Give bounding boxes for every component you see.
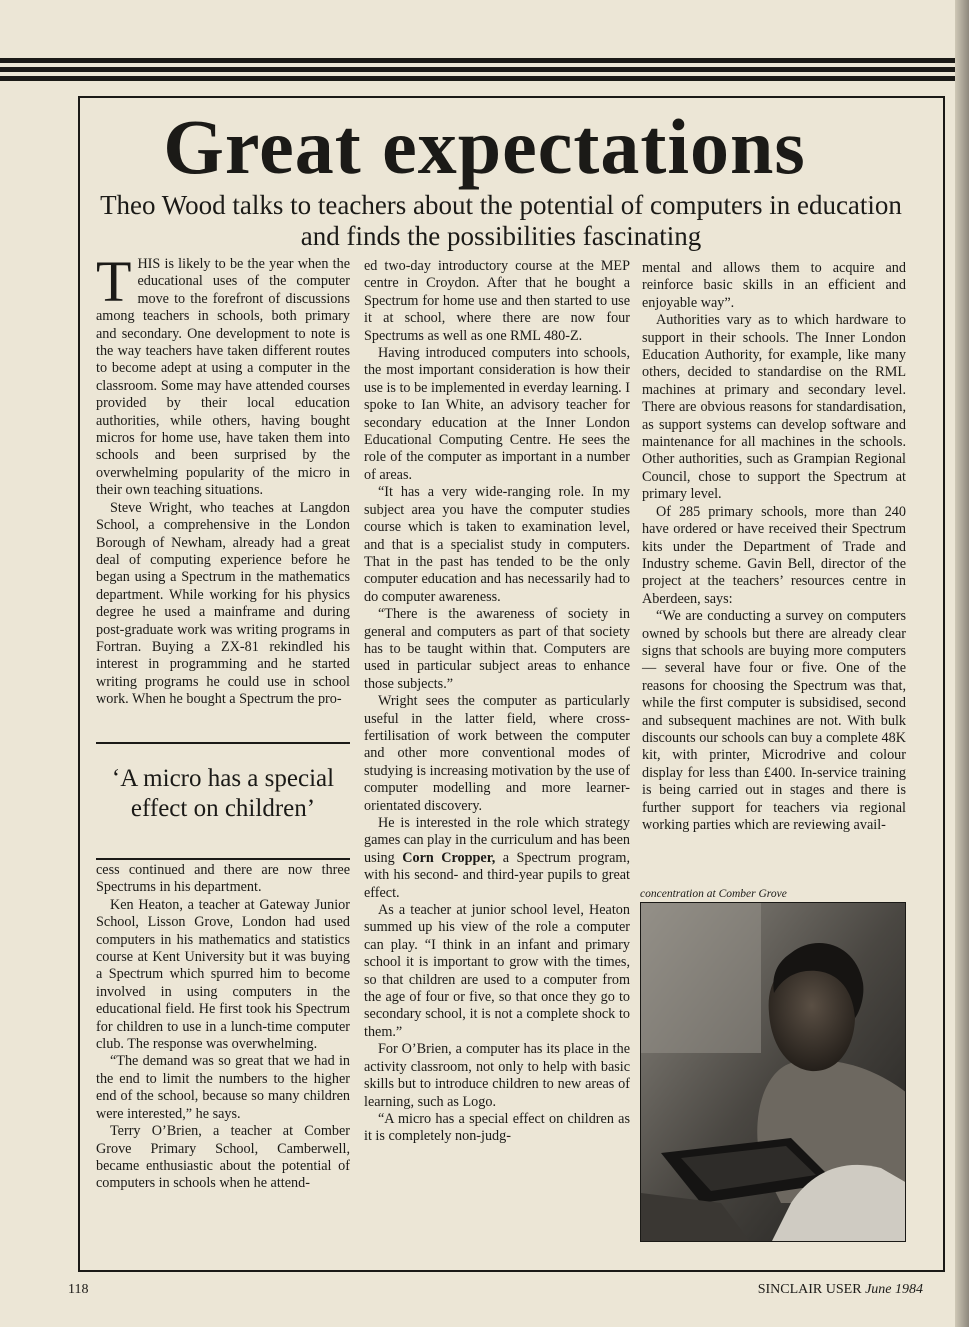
column-1-bottom xyxy=(96,862,350,1193)
column-2 xyxy=(364,258,630,1146)
paragraph: “We are conducting a survey on computers owned by schools but there are already clear signs that schools are buying more computers — several have four or five. One of the reasons for choosing the Spectrum was that, while the first computer is subsidised, second and subsequent machines are not. With bulk discounts our schools can buy a complete 48K kit, with printer, Microdrive and colour display for less than £400. In-service training is being carried out in stages and there is further support for teachers via regional working parties which are reviewing avail- xyxy=(642,608,906,833)
paragraph: “The demand was so great that we had in the end to limit the numbers to the higher end of the school, because so many children were interested,” he says. xyxy=(96,1053,350,1122)
paragraph: mental and allows them to acquire and reinforce basic skills in an efficient and enjoyable way”. xyxy=(642,260,906,311)
article-subtitle: Theo Wood talks to teachers about the potential of computers in education and finds the possibilities fascinating xyxy=(100,190,902,251)
paragraph: “There is the awareness of society in general and computers as part of that society has to be taught within that. Computers are used in particular subject areas to enhance those subjects.” xyxy=(364,606,630,692)
paragraph: cess continued and there are now three Spectrums in his department. xyxy=(96,862,350,896)
header-rules xyxy=(0,58,955,85)
paragraph: Wright sees the computer as particularly useful in the latter field, where cross-fertilisation of work between the computer and other more conventional modes of studying is increasing motivation by the use of computer modelling and more learner-orientated discovery. xyxy=(364,693,630,814)
photo xyxy=(640,902,906,1242)
paragraph: Of 285 primary schools, more than 240 have ordered or have received their Spectrum kits under the Department of Trade and Industry scheme. Gavin Bell, director of the project at the teachers’ resources centre in Aberdeen, says: xyxy=(642,503,906,607)
page-number: 118 xyxy=(68,1282,89,1297)
paragraph: Authorities vary as to which hardware to support in their schools. The Inner London Education Authority, for example, like many others, decided to standardise on the RML machines at primary and secondary level. There are obvious reasons for standardisation, as support systems can develop software and maintenance for all machines in the schools. Other authorities, such as Grampian Regional Council, chose to support the Spectrum at primary level. xyxy=(642,312,906,503)
column-3 xyxy=(642,260,906,834)
article-title: Great expectations xyxy=(163,103,806,190)
column-1-top xyxy=(96,249,350,709)
pull-quote: ‘A micro has a special effect on children’ xyxy=(96,742,350,860)
paragraph: “It has a very wide-ranging role. In my subject area you have the computer studies course which is taken to examination level, and that is a specialist study in computers. That in the past has tended to be the only computer education and has necessarily had to do computer awareness. xyxy=(364,484,630,605)
paragraph: He is interested in the role which strategy games can play in the curriculum and has been using Corn Cropper, a Spectrum program, with his second- and third-year pupils to great effect. xyxy=(364,815,630,901)
photo-caption: concentration at Comber Grove xyxy=(640,888,787,900)
issue-date: June 1984 xyxy=(865,1282,923,1297)
paragraph: ed two-day introductory course at the MEP centre in Croydon. After that he bought a Spectrum for home use and then started to use it at school, where there are now four Spectrums as well as one RML 480-Z. xyxy=(364,258,630,344)
folio-publication: SINCLAIR USER June 1984 xyxy=(757,1282,923,1297)
paragraph: Having introduced computers into schools, the most important consideration is how their use is to be implemented in everday learning. I spoke to Ian White, an advisory teacher for secondary education at the Inner London Educational Computing Centre. He sees the role of the computer as important in a number of areas. xyxy=(364,345,630,483)
paragraph: Steve Wright, who teaches at Langdon School, a comprehensive in the London Borough of Newham, already had a great deal of computing experience before he began using a Spectrum in the mathematics department. While working for his physics degree he used a mainframe and during post-graduate work was writing programs in Fortran. Buying a ZX-81 rekindled his interest in programming and he started writing programs he could use in school work. When he bought a Spectrum the pro- xyxy=(96,499,350,708)
paragraph: THIS is likely to be the year when the educational uses of the computer move to the forefront of discussions among teachers in schools, both primary and secondary. One development to note is the way teachers have taken different routes to become adept at using a computer in the classroom. Some may have attended courses provided by their local education authorities, while others, having bought micros for home use, have taken them into schools and been surprised by the overwhelming popularity of the micro in their own teaching situations. xyxy=(96,249,350,499)
program-title: Corn Cropper, xyxy=(402,849,496,866)
paragraph: As a teacher at junior school level, Heaton summed up his view of the role a computer can play. “I think in an infant and primary school it is important to grow with the times, so that children are used to a computer from the age of four or five, so that once they go to secondary school, it is not a complete shock to them.” xyxy=(364,902,630,1040)
paragraph: For O’Brien, a computer has its place in the activity classroom, not only to help with basic skills but to introduce children to new areas of learning, such as Logo. xyxy=(364,1041,630,1110)
paragraph: “A micro has a special effect on children as it is completely non-judg- xyxy=(364,1110,630,1145)
drop-cap: T xyxy=(96,249,132,314)
page-edge xyxy=(955,0,969,1327)
paragraph: Ken Heaton, a teacher at Gateway Junior School, Lisson Grove, London had used computers in his mathematics and statistics course at Kent University but it was buying a Spectrum which spurred him to become involved in using computers in the educational field. He first took his Spectrum for children to use in a lunch-time computer club. The response was overwhelming. xyxy=(96,896,350,1053)
paragraph: Terry O’Brien, a teacher at Comber Grove Primary School, Camberwell, became enthusiastic about the potential of computers in schools when he attend- xyxy=(96,1123,350,1192)
photo-image xyxy=(641,903,906,1242)
